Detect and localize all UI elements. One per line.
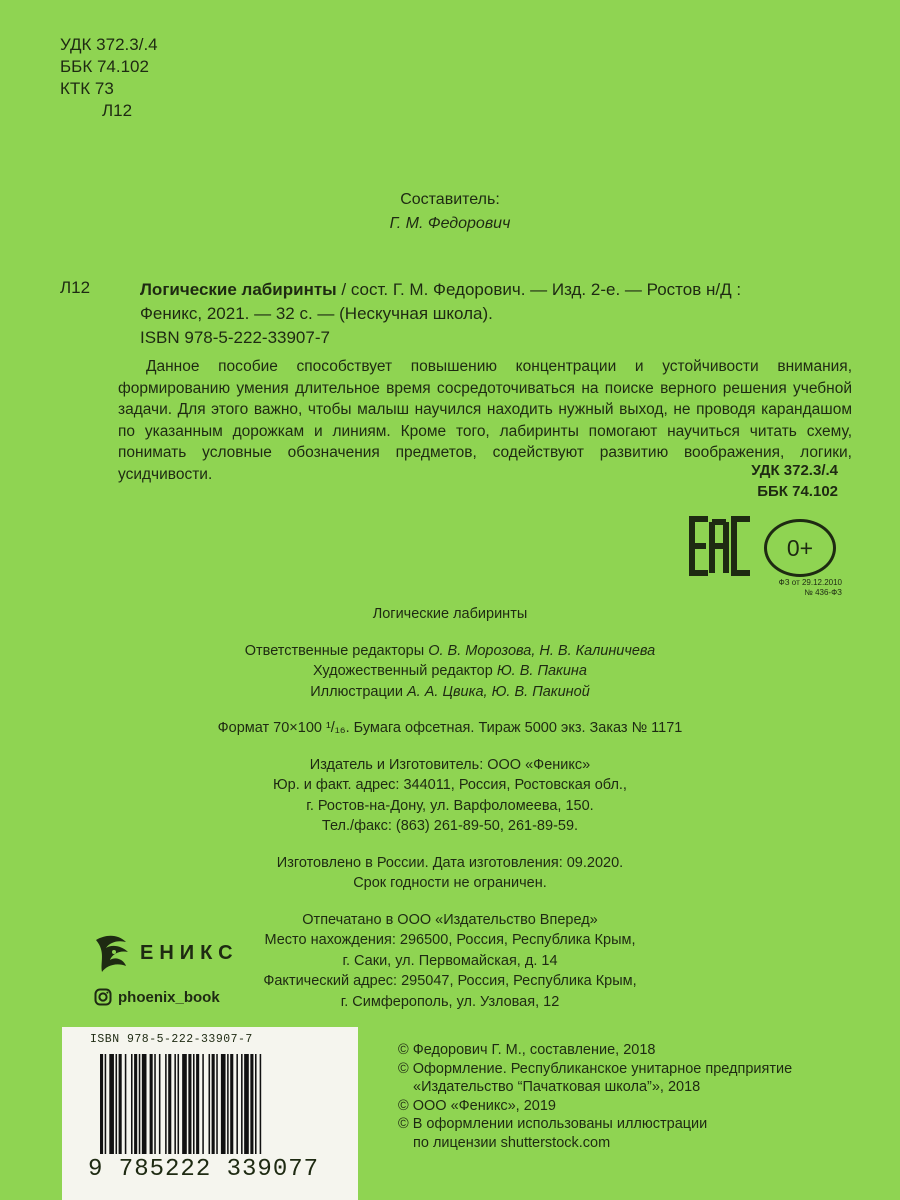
printed-line-1: Отпечатано в ООО «Издательство Вперед»: [302, 911, 598, 928]
classification-codes-top: [60, 34, 158, 122]
copyright-line-1: © Федорович Г. М., составление, 2018: [398, 1042, 656, 1058]
instagram-icon: [94, 988, 112, 1006]
instagram-handle: phoenix_book: [118, 988, 220, 1006]
barcode-icon: [100, 1054, 336, 1158]
copyright-line-5: © В оформлении использованы иллюстрации: [398, 1116, 708, 1132]
publisher-line-2: Юр. и факт. адрес: 344011, Россия, Ростовская обл.,: [273, 777, 627, 793]
logo-word: ЕНИКС: [140, 941, 239, 964]
art-editor-line: Художественный редактор Ю. В. Пакина: [313, 663, 587, 679]
illustrations-line: Иллюстрации А. А. Цвика, Ю. В. Пакиной: [310, 683, 590, 700]
compiler-label: Составитель:: [400, 191, 500, 208]
age-law-note: ФЗ от 29.12.2010 № 436-ФЗ: [778, 578, 842, 597]
publisher-line-4: Тел./факс: (863) 261-89-50, 261-89-59.: [321, 818, 579, 834]
copyright-block: [398, 1041, 792, 1152]
printed-line-3: г. Саки, ул. Первомайская, д. 14: [342, 952, 558, 969]
biblio-line1: / сост. Г. М. Федорович. — Изд. 2-е. — Ростов н/Д :: [336, 280, 742, 299]
udk-code-bold: УДК 372.3/.4: [751, 462, 838, 479]
author-mark: Л12: [102, 101, 133, 120]
bbk-code: ББК 74.102: [60, 57, 149, 76]
biblio-line2: Феникс, 2021. — 32 с. — (Нескучная школа).: [140, 304, 493, 323]
printed-line-2: Место нахождения: 296500, Россия, Республика Крым,: [264, 932, 636, 948]
phoenix-logo: [92, 932, 239, 974]
classification-codes-bottom: [751, 460, 838, 502]
compiler-block: [0, 188, 900, 236]
editors-line: Ответственные редакторы О. В. Морозова, Н. В. Калиничева: [244, 642, 656, 659]
format-line: Формат 70×100 ¹/₁₆. Бумага офсетная. Тираж 5000 экз. Заказ № 1171: [217, 720, 683, 736]
abstract-text: Данное пособие способствует повышению концентрации и устойчивости внимания, формированию умения длительное время сосредоточиваться на поиске верного решения учебной задачи. Для этого важно, чтобы малыш научился находить нужный выход, не проводя карандашом по указанным дорожкам и линиям. Кроме того, лабиринты помогают научиться читать схему, понимать условные обозначения предметов, содействуют развитию воображения, логики, усидчивости.: [118, 358, 852, 483]
made-line-2: Срок годности не ограничен.: [353, 875, 547, 891]
eac-mark-icon: [688, 516, 754, 576]
barcode-number: 9 785222 339077: [88, 1156, 320, 1183]
copyright-line-3: «Издательство “Пачатковая школа”», 2018: [413, 1079, 701, 1095]
compiler-name: Г. М. Федорович: [389, 215, 511, 232]
copyright-line-4: © ООО «Феникс», 2019: [398, 1097, 556, 1114]
publisher-line-3: г. Ростов-на-Дону, ул. Варфоломеева, 150.: [306, 797, 594, 814]
printed-line-4: Фактический адрес: 295047, Россия, Республика Крым,: [263, 973, 637, 989]
made-line-1: Изготовлено в России. Дата изготовления: 09.2020.: [276, 854, 624, 871]
copyright-line-6: по лицензии shutterstock.com: [413, 1134, 611, 1151]
udk-code: УДК 372.3/.4: [60, 35, 158, 54]
copyright-line-2: © Оформление. Республиканское унитарное предприятие: [398, 1060, 793, 1077]
biblio-mark: Л12: [60, 278, 91, 297]
social-handle: [94, 988, 220, 1006]
bibliographic-record: [140, 278, 852, 350]
publisher-line-1: Издатель и Изготовитель: ООО «Феникс»: [309, 756, 591, 773]
ktk-code: КТК 73: [60, 79, 114, 98]
imprint-title: Логические лабиринты: [372, 606, 528, 622]
age-rating-badge: 0+: [764, 519, 836, 577]
isbn-line: ISBN 978-5-222-33907-7: [140, 328, 330, 347]
barcode-isbn: ISBN 978-5-222-33907-7: [90, 1033, 253, 1046]
printed-line-5: г. Симферополь, ул. Узловая, 12: [340, 993, 560, 1010]
phoenix-bird-icon: [92, 932, 134, 974]
bbk-code-bold: ББК 74.102: [757, 483, 838, 500]
book-title: Логические лабиринты: [140, 280, 337, 299]
